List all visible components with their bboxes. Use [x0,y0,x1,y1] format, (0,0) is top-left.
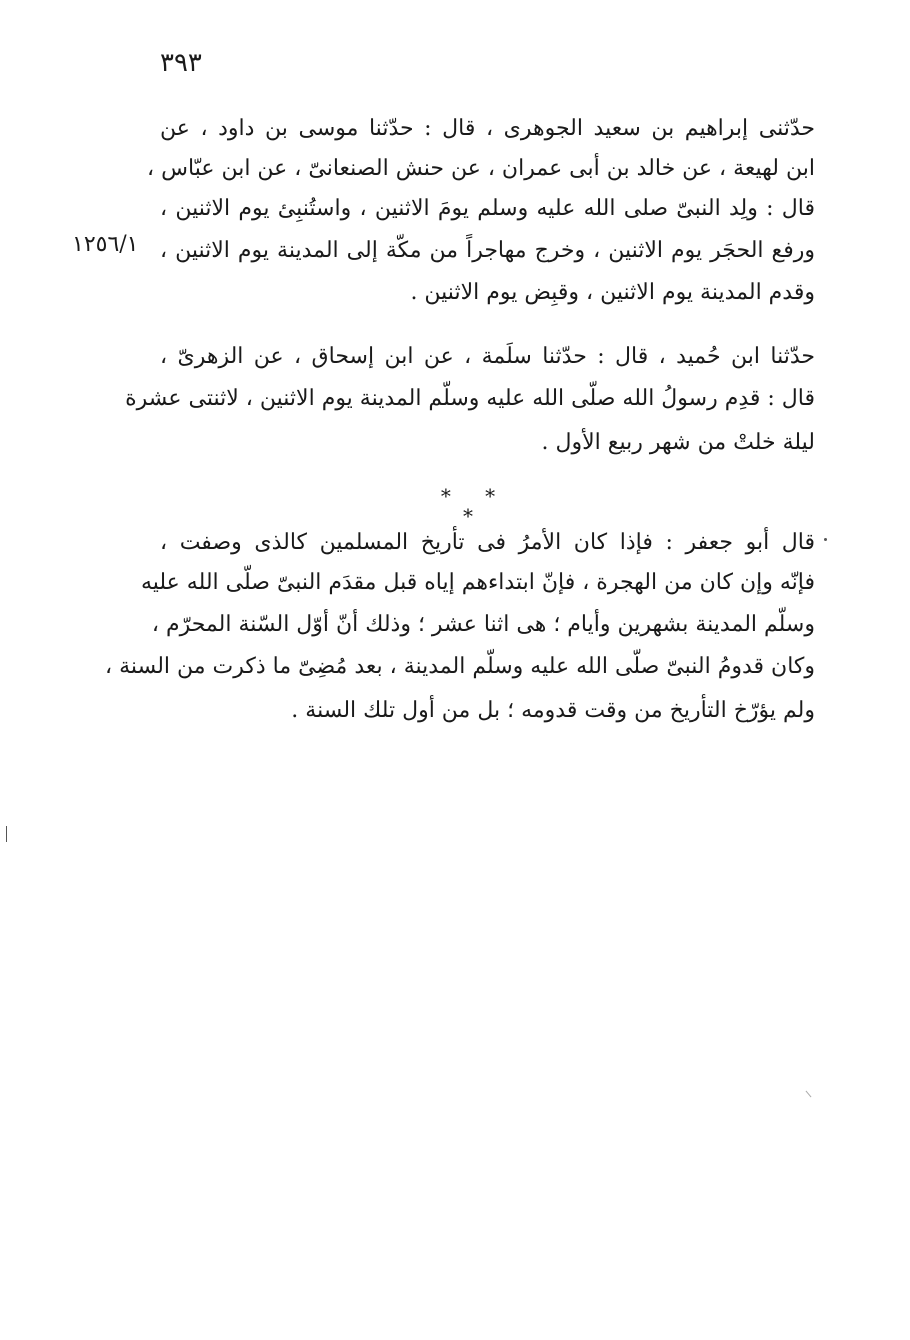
paragraph-1-line-5: وقدم المدينة يوم الاثنين ، وقبِض يوم الاثنين . [410,280,815,305]
paragraph-2-line-1: حدّثنا ابن حُميد ، قال : حدّثنا سلَمة ، عن ابن إسحاق ، عن الزهرىّ ، [160,344,815,369]
section-separator: * * * [440,484,510,528]
paragraph-1-line-3: قال : ولِد النبىّ صلى الله عليه وسلم يومَ الاثنين ، واستُنبِئ يوم الاثنين ، [160,196,815,221]
paragraph-2-line-3: ليلة خلتْ من شهر ربيع الأول . [541,430,815,455]
paragraph-3-line-4: وكان قدومُ النبىّ صلّى الله عليه وسلّم المدينة ، بعد مُضِىّ ما ذكرت من السنة ، [105,654,815,679]
page-number: ٣٩٣ [160,48,202,78]
scan-speck [6,826,7,842]
paragraph-3-line-3: وسلّم المدينة بشهرين وأيام ؛ هى اثنا عشر ؛ وذلك أنّ أوّل السّنة المحرّم ، [151,612,815,637]
paragraph-3-line-1: قال أبو جعفر : فإذا كان الأمرُ فى تأريخ المسلمين كالذى وصفت ، [160,530,815,555]
margin-reference: ١٢٥٦/١ [72,232,139,257]
paragraph-3-line-2: فإنّه وإن كان من الهجرة ، فإنّ ابتداءهم إياه قبل مقدَم النبىّ صلّى الله عليه [140,570,815,595]
paragraph-2-line-2: قال : قدِم رسولُ الله صلّى الله عليه وسلّم المدينة يوم الاثنين ، لاثنتى عشرة [125,386,815,411]
paragraph-1-line-2: ابن لهيعة ، عن خالد بن أبى عمران ، عن حنش الصنعانىّ ، عن ابن عبّاس ، [147,156,815,181]
paragraph-3-line-5: ولم يؤرّخ التأريخ من وقت قدومه ؛ بل من أول تلك السنة . [291,698,815,723]
paragraph-1-line-4: ورفع الحجَر يوم الاثنين ، وخرج مهاجراً من مكّة إلى المدينة يوم الاثنين ، [160,238,815,263]
scan-speck [806,1091,812,1098]
paragraph-1-line-1: حدّثنى إبراهيم بن سعيد الجوهرى ، قال : حدّثنا موسى بن داود ، عن [160,116,815,141]
scan-speck [824,538,827,541]
